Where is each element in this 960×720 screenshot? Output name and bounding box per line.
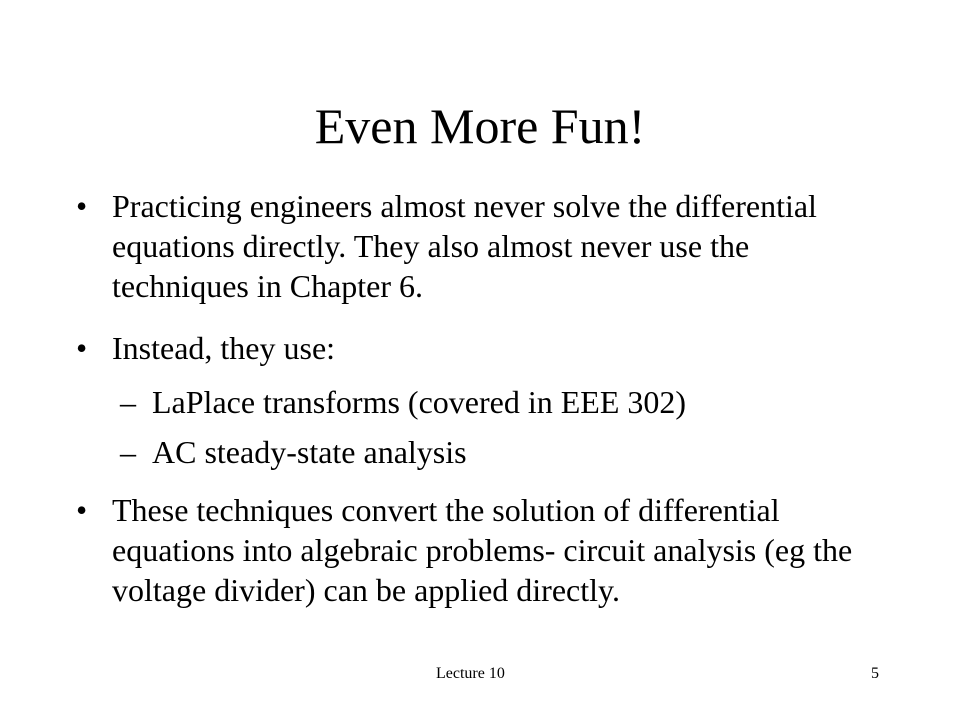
bullet-text: These techniques convert the solution of differential equations into algebraic problems- circuit analysis (eg the voltage divider) can be applied directly. xyxy=(112,492,853,608)
bullet-marker: • xyxy=(76,188,88,224)
sub-bullet-item xyxy=(76,432,876,472)
footer-lecture-label: Lecture 10 xyxy=(436,665,505,682)
bullet-item xyxy=(76,186,876,306)
bullet-item xyxy=(76,490,876,610)
bullet-text: Instead, they use: xyxy=(112,330,336,366)
bullet-list xyxy=(76,186,876,610)
bullet-text: Practicing engineers almost never solve the differential equations directly. They also almost never use the techniques in Chapter 6. xyxy=(112,188,817,304)
dash-marker: – xyxy=(120,434,136,470)
bullet-marker: • xyxy=(76,492,88,528)
slide-title: Even More Fun! xyxy=(314,98,646,154)
sub-bullet-item xyxy=(76,382,876,422)
bullet-marker: • xyxy=(76,330,88,366)
sub-bullet-text: AC steady-state analysis xyxy=(152,434,467,470)
sub-bullet-text: LaPlace transforms (covered in EEE 302) xyxy=(152,384,687,420)
dash-marker: – xyxy=(120,384,136,420)
bullet-item xyxy=(76,328,876,368)
footer-page-number: 5 xyxy=(871,665,879,682)
